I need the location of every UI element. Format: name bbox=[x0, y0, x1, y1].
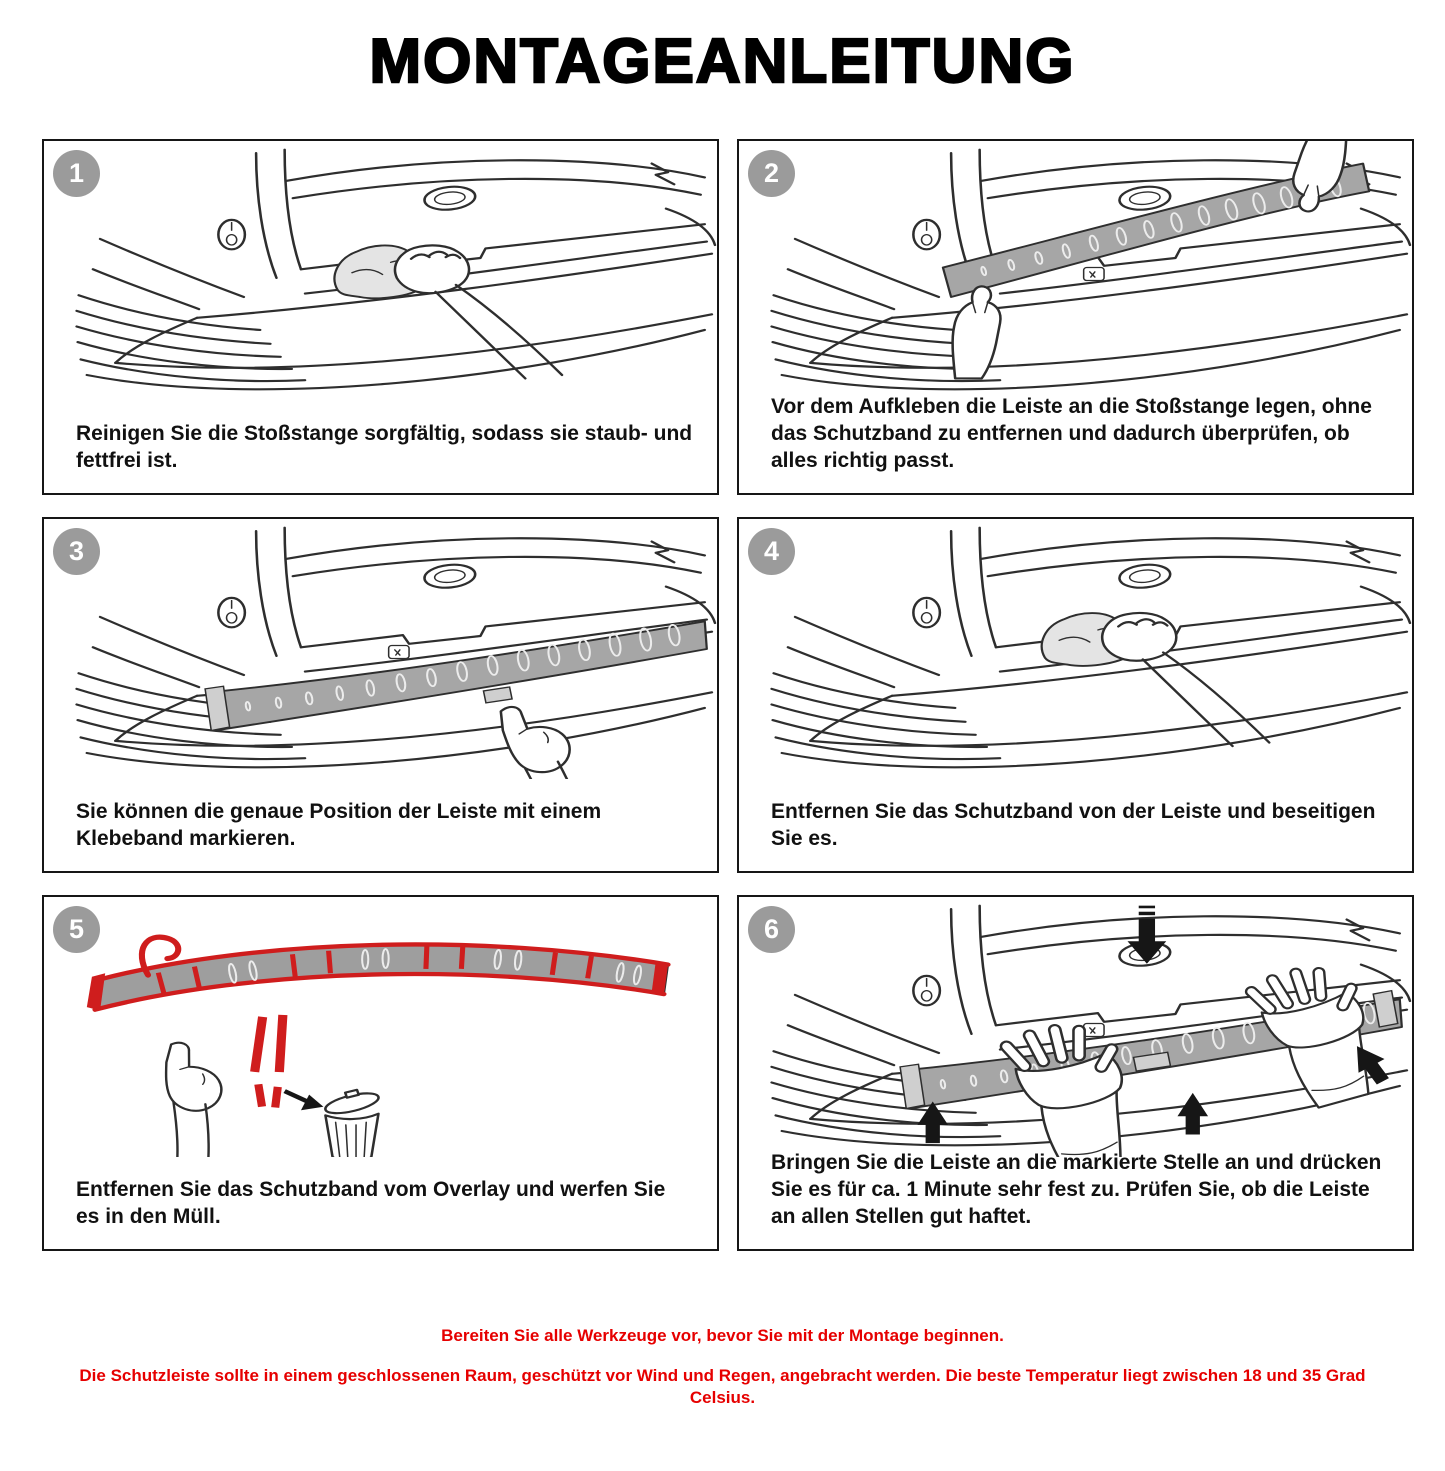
step-number-badge: 5 bbox=[53, 906, 100, 953]
pointing-hand-icon bbox=[501, 707, 589, 779]
hand-with-cloth-icon bbox=[1042, 613, 1269, 746]
step-caption: Entfernen Sie das Schutzband von der Leiste und beseitigen Sie es. bbox=[771, 800, 1376, 851]
discard-band-group bbox=[126, 1015, 381, 1157]
step-panel-3 bbox=[42, 517, 719, 873]
step-3-figure bbox=[44, 519, 717, 779]
step-4-illustration bbox=[739, 519, 1412, 779]
step-panel-4 bbox=[737, 517, 1414, 873]
step-6-figure bbox=[739, 897, 1412, 1157]
gripping-hand-icon bbox=[953, 286, 1001, 378]
step-caption: Reinigen Sie die Stoßstange sorgfältig, sodass sie staub- und fettfrei ist. bbox=[76, 422, 693, 473]
step-number-badge: 2 bbox=[748, 150, 795, 197]
marking-tape bbox=[483, 687, 512, 703]
step-caption: Sie können die genaue Position der Leiste mit einem Klebeband markieren. bbox=[76, 800, 602, 851]
step-2-figure bbox=[739, 141, 1412, 401]
step-5-illustration bbox=[44, 897, 717, 1157]
step-caption: Entfernen Sie das Schutzband vom Overlay und werfen Sie es in den Müll. bbox=[76, 1178, 666, 1229]
step-4-figure bbox=[739, 519, 1412, 779]
overlay-strip-with-red-band bbox=[87, 937, 668, 1010]
step-number-badge: 4 bbox=[748, 528, 795, 575]
step-caption: Vor dem Aufkleben die Leiste an die Stoßstange legen, ohne das Schutzband zu entfernen und dadurch überprüfen, ob alles richtig passt. bbox=[771, 395, 1372, 473]
step-panel-2 bbox=[737, 139, 1414, 495]
step-1-illustration bbox=[44, 141, 717, 401]
step-5-figure bbox=[44, 897, 717, 1157]
arrow-down-icon bbox=[1128, 906, 1167, 964]
page-title: MONTAGEANLEITUNG bbox=[369, 27, 1076, 96]
step-2-illustration bbox=[739, 141, 1412, 401]
pointing-hand-icon bbox=[126, 1040, 252, 1157]
footer-warnings bbox=[0, 1325, 1445, 1409]
footer-warning-1: Bereiten Sie alle Werkzeuge vor, bevor Sie mit der Montage beginnen. bbox=[441, 1326, 1004, 1345]
step-1-figure bbox=[44, 141, 717, 401]
step-panel-5 bbox=[42, 895, 719, 1251]
red-protective-band bbox=[250, 1016, 267, 1072]
step-number-badge: 6 bbox=[748, 906, 795, 953]
step-number-badge: 3 bbox=[53, 528, 100, 575]
step-panel-6 bbox=[737, 895, 1414, 1251]
step-number-badge: 1 bbox=[53, 150, 100, 197]
step-panel-1 bbox=[42, 139, 719, 495]
footer-warning-2: Die Schutzleiste sollte in einem geschlossenen Raum, geschützt vor Wind und Regen, angebracht werden. Die beste Temperatur liegt zwischen 18 und 35 Grad Celsius. bbox=[79, 1366, 1366, 1408]
red-protective-band bbox=[275, 1015, 288, 1073]
step-caption: Bringen Sie die Leiste an die markierte Stelle an und drücken Sie es für ca. 1 Minute sehr fest zu. Prüfen Sie, ob die Leiste an allen Stellen gut haftet. bbox=[771, 1151, 1382, 1229]
trash-can-icon bbox=[323, 1089, 381, 1157]
step-3-illustration bbox=[44, 519, 717, 779]
steps-grid bbox=[42, 139, 1414, 1251]
step-6-illustration bbox=[739, 897, 1412, 1157]
